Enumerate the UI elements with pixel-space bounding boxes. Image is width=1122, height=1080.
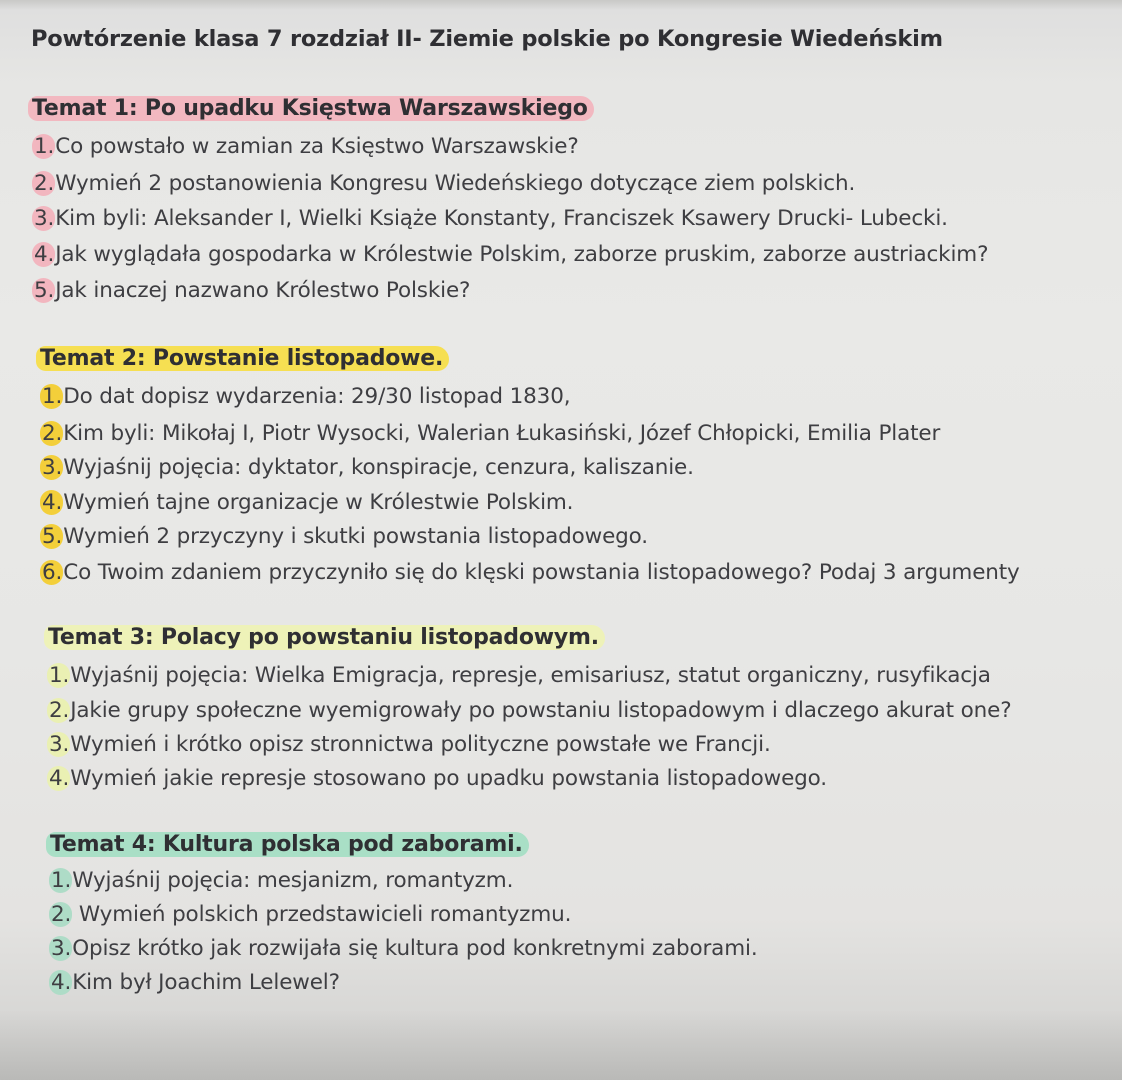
question-number: 1. bbox=[51, 868, 72, 893]
question-text: Opisz krótko jak rozwijała się kultura pod konkretnymi zaborami. bbox=[72, 936, 758, 961]
question-number: 2. bbox=[34, 171, 55, 196]
question-item bbox=[35, 206, 948, 231]
paper-shadow-top bbox=[0, 0, 1122, 10]
question-text: Kim byli: Aleksander I, Wielki Książe Konstanty, Franciszek Ksawery Drucki- Lubecki. bbox=[55, 206, 948, 231]
question-number: 6. bbox=[42, 560, 63, 585]
question-number: 2. bbox=[51, 902, 72, 927]
question-item bbox=[43, 524, 648, 549]
question-text: Kim był Joachim Lelewel? bbox=[72, 970, 340, 995]
question-item bbox=[50, 766, 827, 791]
question-text: Jak inaczej nazwano Królestwo Polskie? bbox=[55, 278, 471, 303]
question-item bbox=[43, 421, 940, 446]
question-number: 3. bbox=[51, 936, 72, 961]
question-number: 2. bbox=[42, 421, 63, 446]
question-text: Jakie grupy społeczne wyemigrowały po powstaniu listopadowym i dlaczego akurat one? bbox=[70, 698, 1012, 723]
question-number: 1. bbox=[34, 134, 55, 159]
question-text: Wymień i krótko opisz stronnictwa polityczne powstałe we Francji. bbox=[70, 732, 771, 757]
question-number: 4. bbox=[49, 766, 70, 791]
question-text: Wyjaśnij pojęcia: mesjanizm, romantyzm. bbox=[72, 868, 514, 893]
section-heading: Temat 1: Po upadku Księstwa Warszawskiego bbox=[28, 96, 594, 121]
question-text: Jak wyglądała gospodarka w Królestwie Polskim, zaborze pruskim, zaborze austriackim? bbox=[55, 242, 989, 267]
question-text: Wymień tajne organizacje w Królestwie Polskim. bbox=[63, 490, 574, 515]
question-item bbox=[35, 134, 579, 159]
question-item bbox=[52, 902, 571, 927]
question-item bbox=[43, 560, 1020, 585]
question-item bbox=[43, 490, 573, 515]
question-text: Wymień jakie represje stosowano po upadku powstania listopadowego. bbox=[70, 766, 827, 791]
question-text: Co powstało w zamian za Księstwo Warszawskie? bbox=[55, 134, 579, 159]
paper-shadow-bottom bbox=[0, 1010, 1122, 1080]
question-text: Wymień 2 przyczyny i skutki powstania listopadowego. bbox=[63, 524, 648, 549]
question-number: 1. bbox=[42, 384, 63, 409]
section-heading: Temat 4: Kultura polska pod zaborami. bbox=[46, 832, 529, 857]
question-text: Wyjaśnij pojęcia: dyktator, konspiracje, cenzura, kaliszanie. bbox=[63, 455, 694, 480]
question-item bbox=[35, 278, 470, 303]
question-item bbox=[50, 698, 1011, 723]
question-number: 5. bbox=[34, 278, 55, 303]
question-number: 1. bbox=[49, 663, 70, 688]
question-number: 3. bbox=[49, 732, 70, 757]
question-text: Do dat dopisz wydarzenia: 29/30 listopad 1830, bbox=[63, 384, 571, 409]
question-item bbox=[35, 242, 988, 267]
question-number: 4. bbox=[42, 490, 63, 515]
section-heading: Temat 2: Powstanie listopadowe. bbox=[36, 346, 449, 371]
question-item bbox=[50, 732, 771, 757]
question-item bbox=[52, 868, 513, 893]
question-item bbox=[43, 455, 694, 480]
question-number: 4. bbox=[34, 242, 55, 267]
question-item bbox=[52, 970, 340, 995]
question-text: Co Twoim zdaniem przyczyniło się do klęski powstania listopadowego? Podaj 3 argumenty bbox=[63, 560, 1020, 585]
question-text: Wyjaśnij pojęcia: Wielka Emigracja, represje, emisariusz, statut organiczny, rusyfikacja bbox=[70, 663, 991, 688]
question-item bbox=[50, 663, 991, 688]
section-heading: Temat 3: Polacy po powstaniu listopadowym. bbox=[44, 625, 605, 650]
question-number: 3. bbox=[34, 206, 55, 231]
question-number: 4. bbox=[51, 970, 72, 995]
question-item bbox=[35, 171, 855, 196]
question-item bbox=[43, 384, 570, 409]
question-text: Wymień polskich przedstawicieli romantyzmu. bbox=[72, 902, 572, 927]
question-number: 3. bbox=[42, 455, 63, 480]
question-number: 2. bbox=[49, 698, 70, 723]
question-text: Wymień 2 postanowienia Kongresu Wiedeńskiego dotyczące ziem polskich. bbox=[55, 171, 856, 196]
question-item bbox=[52, 936, 758, 961]
question-number: 5. bbox=[42, 524, 63, 549]
page-title: Powtórzenie klasa 7 rozdział II- Ziemie polskie po Kongresie Wiedeńskim bbox=[31, 26, 943, 52]
question-text: Kim byli: Mikołaj I, Piotr Wysocki, Walerian Łukasiński, Józef Chłopicki, Emilia Plater bbox=[63, 421, 941, 446]
